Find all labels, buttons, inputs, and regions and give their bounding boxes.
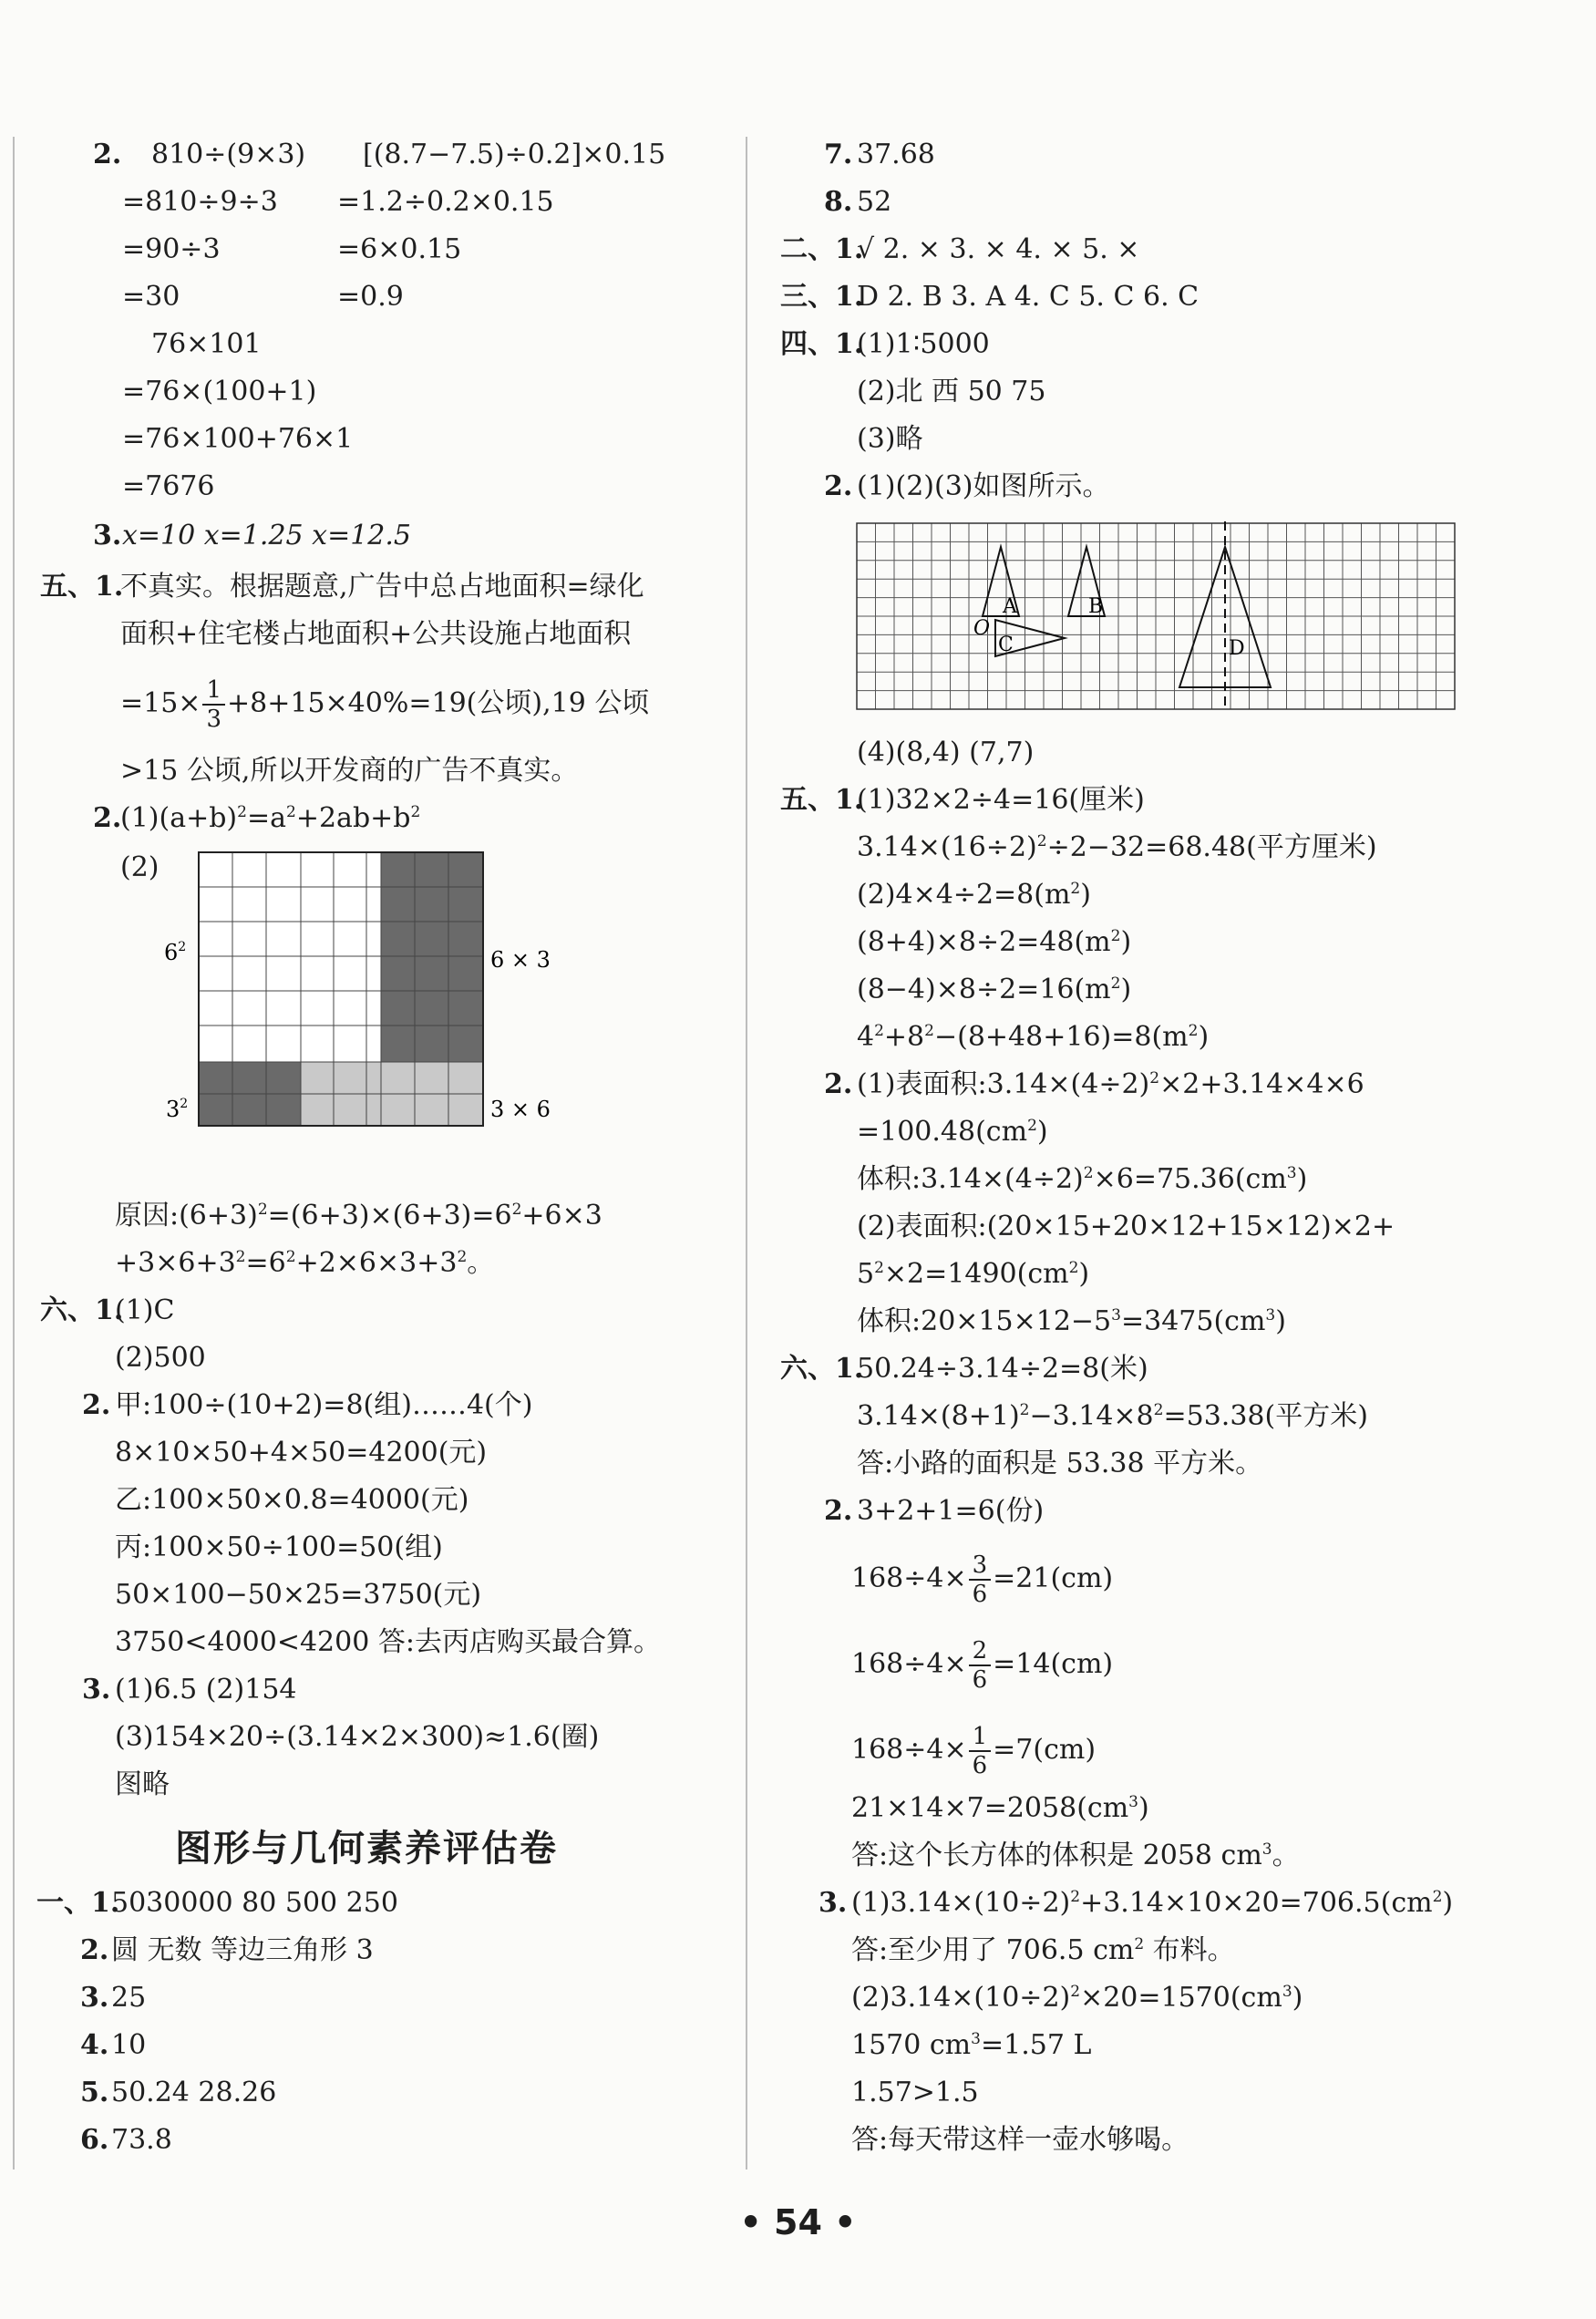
sup: 2 — [286, 803, 296, 821]
sup: 2 — [285, 1248, 296, 1266]
rs5-11c: ) — [1078, 1258, 1090, 1290]
rs6-2a: 3.14×(8+1) — [857, 1400, 1020, 1432]
s4-line-1: (1)1∶5000 — [857, 328, 990, 360]
reason-2b: =6 — [245, 1247, 286, 1279]
sup: 2 — [1036, 832, 1047, 850]
rs5-2b: ÷2−32=68.48(平方厘米) — [1046, 831, 1377, 863]
sup: 2 — [1149, 1069, 1160, 1087]
reason-2a: +3×6+3 — [115, 1247, 236, 1279]
rs5-4a: (8+4)×8÷2=48(m — [857, 926, 1111, 958]
s4-line-2: (2)北 西 50 75 — [857, 376, 1046, 407]
geo-s1-line-3: 25 — [111, 1982, 147, 2014]
geo-s1-line-2: 圆 无数 等边三角形 3 — [111, 1934, 374, 1966]
reason-1a: 原因:(6+3) — [115, 1200, 258, 1232]
calc-a-line-3: =90÷3 — [122, 233, 221, 265]
rs5-6b: +8 — [883, 1021, 925, 1053]
rs6-2c: =53.38(平方米) — [1163, 1400, 1368, 1432]
s5-line-1: 不真实。根据题意,广告中总占地面积=绿化 — [120, 571, 644, 603]
reason-line-1 — [115, 1198, 602, 1234]
label-o: O — [973, 617, 991, 640]
section-3-answers: D 2. B 3. A 4. C 5. C 6. C — [857, 281, 1200, 313]
rs6-line-4: 3+2+1=6(份) — [857, 1495, 1045, 1527]
rs5-3a: (2)4×4÷2=8(m — [857, 879, 1071, 911]
reason-2d: 。 — [467, 1247, 495, 1279]
s5-line-3-b: +8+15×40%=19(公顷),19 公顷 — [227, 687, 650, 719]
rs5-6c: −(8+48+16)=8(m — [933, 1021, 1189, 1053]
rs5-12a: 体积:20×15×12−5 — [857, 1305, 1112, 1337]
label-6-squared — [164, 940, 186, 965]
sup: 2 — [457, 1248, 468, 1266]
figure-label-2: (2) — [120, 851, 160, 883]
rs6-line-8 — [851, 1932, 1235, 1969]
sup: 2 — [235, 1248, 246, 1266]
label-a: A — [1003, 595, 1017, 618]
sup: 2 — [1070, 1888, 1081, 1906]
fc2-den: 6 — [972, 1666, 988, 1694]
rs5-9a: 体积:3.14×(4÷2) — [857, 1163, 1084, 1195]
s6-line-6: 丙:100×50÷100=50(组) — [115, 1531, 443, 1563]
right-section-5-heading: 五、1. — [780, 784, 864, 816]
page-number: • 54 • — [739, 2202, 857, 2242]
square-formula — [120, 800, 420, 837]
label-3-squared-base: 3 — [166, 1097, 180, 1122]
right-section-6-heading: 六、1. — [780, 1353, 864, 1385]
section-2-heading: 二、1. — [780, 233, 864, 265]
sup: 2 — [1019, 1401, 1030, 1419]
s5-line-3 — [120, 676, 649, 733]
rs6-8a: 答:至少用了 706.5 cm — [851, 1934, 1135, 1966]
fc2-num: 2 — [969, 1637, 992, 1666]
left-q2-number: 2. — [93, 139, 122, 170]
geo-s1-line-4: 10 — [111, 2029, 147, 2061]
rs5-5a: (8−4)×8÷2=16(m — [857, 974, 1111, 1005]
label-3-squared — [166, 1097, 188, 1122]
fc1-num: 3 — [969, 1551, 992, 1581]
rs6-7b: +3.14×10×20=706.5(cm — [1080, 1887, 1433, 1919]
rs6-line-9 — [851, 1980, 1303, 2016]
rs6-line-1: 50.24÷3.14÷2=8(米) — [857, 1353, 1148, 1385]
s6-line-7: 50×100−50×25=3750(元) — [115, 1579, 482, 1611]
sup: 2 — [1432, 1888, 1443, 1906]
rs5-9c: ) — [1296, 1163, 1308, 1195]
sup: 3 — [1286, 1164, 1297, 1182]
sup: 2 — [1083, 1164, 1094, 1182]
geo-section-1-heading: 一、1. — [36, 1887, 120, 1919]
reason-1c: +6×3 — [521, 1200, 602, 1232]
q7-answer: 37.68 — [857, 139, 935, 170]
s6-line-2: (2)500 — [115, 1342, 206, 1374]
sup: 2 — [1153, 1401, 1164, 1419]
rs5-6a: 4 — [857, 1021, 875, 1053]
rs5-12b: =3475(cm — [1120, 1305, 1266, 1337]
rs5-line-9 — [857, 1161, 1307, 1198]
rs6-q2-number: 2. — [824, 1495, 853, 1527]
fc1-den: 6 — [972, 1581, 988, 1608]
label-6-squared-exp: 2 — [178, 940, 187, 954]
geo-s1-line-6: 73.8 — [111, 2124, 172, 2156]
geo-s1-line-5: 50.24 28.26 — [111, 2077, 277, 2108]
fc3-num: 1 — [969, 1723, 992, 1752]
rs6-7a: (1)3.14×(10÷2) — [851, 1887, 1071, 1919]
rs5-5b: ) — [1120, 974, 1132, 1005]
fc2-a: 168÷4× — [851, 1648, 967, 1680]
sup: 3 — [1128, 1793, 1138, 1811]
fraction-denominator: 3 — [206, 706, 221, 733]
fc1-a: 168÷4× — [851, 1562, 967, 1594]
s5-line-4: >15 公顷,所以开发商的广告不真实。 — [120, 755, 579, 787]
rs5-line-10: (2)表面积:(20×15+20×12+15×12)×2+ — [857, 1211, 1395, 1242]
rs6-6b: 。 — [1272, 1840, 1300, 1871]
formula-part-a: (1)(a+b) — [120, 802, 238, 834]
label-6x3: 6 × 3 — [490, 947, 551, 973]
geo-s1-line-1: 5030000 80 500 250 — [111, 1887, 398, 1919]
rs5-8b: ) — [1036, 1116, 1048, 1148]
geo-s1-q6-number: 6. — [80, 2124, 109, 2156]
rs6-line-5 — [851, 1790, 1149, 1827]
rs5-7b: ×2+3.14×4×6 — [1159, 1068, 1364, 1100]
s6-line-9: (1)6.5 (2)154 — [115, 1674, 297, 1706]
s4-line-5: (4)(8,4) (7,7) — [857, 737, 1035, 768]
rect-6x3-region — [381, 852, 483, 1062]
reason-1b: =(6+3)×(6+3)=6 — [267, 1200, 512, 1232]
sup: 2 — [410, 803, 421, 821]
sup: 2 — [511, 1201, 522, 1219]
fraction-calc-2 — [851, 1637, 1113, 1694]
rs6-8b: 布料。 — [1144, 1934, 1235, 1966]
calc-c-line-1: 76×101 — [151, 328, 262, 360]
section-2-answers: √ 2. × 3. × 4. × 5. × — [857, 233, 1140, 265]
q8-answer: 52 — [857, 186, 892, 218]
rs6-line-2 — [857, 1398, 1368, 1435]
fraction-2-6 — [969, 1637, 992, 1694]
sup: 2 — [1070, 1983, 1081, 2001]
fraction-calc-1 — [851, 1551, 1113, 1608]
s6-line-5: 乙:100×50×0.8=4000(元) — [115, 1484, 469, 1516]
rs5-line-6 — [857, 1019, 1209, 1056]
s6-line-1: (1)C — [115, 1294, 175, 1326]
sup: 3 — [971, 2030, 981, 2048]
rs6-2b: −3.14×8 — [1029, 1400, 1154, 1432]
rs6-6a: 答:这个长方体的体积是 2058 cm — [851, 1840, 1262, 1871]
sup: 2 — [1134, 1935, 1145, 1953]
fc3-den: 6 — [972, 1752, 988, 1779]
calc-c-line-3: =76×100+76×1 — [122, 423, 354, 455]
sup: 2 — [874, 1022, 884, 1040]
sup: 2 — [1068, 1259, 1079, 1277]
sup: 2 — [237, 803, 247, 821]
s5-q2-number: 2. — [93, 802, 122, 834]
sup: 2 — [1110, 974, 1121, 993]
equation-solutions: x=10 x=1.25 x=12.5 — [122, 520, 412, 551]
s6-q3-number: 3. — [82, 1674, 111, 1706]
sup: 2 — [1070, 880, 1081, 898]
rs5-line-4 — [857, 924, 1131, 961]
s6-line-10: (3)154×20÷(3.14×2×300)≈1.6(圈) — [115, 1721, 600, 1753]
rs5-11b: ×2=1490(cm — [883, 1258, 1069, 1290]
label-3-squared-exp: 2 — [180, 1097, 189, 1111]
rs5-line-8 — [857, 1114, 1048, 1150]
rs5-line-3 — [857, 877, 1091, 913]
s6-line-4: 8×10×50+4×50=4200(元) — [115, 1437, 488, 1469]
s6-q2-number: 2. — [82, 1389, 111, 1421]
section-5-heading: 五、1. — [40, 571, 124, 603]
square-decomposition-figure — [155, 852, 551, 1144]
triangle-grid-figure — [855, 520, 1458, 713]
s4-q2-number: 2. — [824, 470, 853, 502]
rs5-3b: ) — [1080, 879, 1091, 911]
sup: 3 — [1265, 1306, 1276, 1324]
geo-s1-q3-number: 3. — [80, 1982, 109, 2014]
column-divider — [746, 137, 747, 2170]
rs5-12c: ) — [1275, 1305, 1286, 1337]
sup: 3 — [1261, 1840, 1272, 1859]
fraction-numerator: 1 — [202, 676, 225, 706]
fraction-3-6 — [969, 1551, 992, 1608]
rs6-9c: ) — [1292, 1982, 1303, 2014]
sup: 2 — [1188, 1022, 1199, 1040]
rs6-q3-number: 3. — [819, 1887, 848, 1919]
s4-line-4: (1)(2)(3)如图所示。 — [857, 470, 1110, 502]
rs5-line-7 — [857, 1067, 1364, 1103]
rs5-line-11 — [857, 1256, 1089, 1293]
rs6-line-7 — [851, 1885, 1453, 1922]
geo-s1-q4-number: 4. — [80, 2029, 109, 2061]
sup: 2 — [257, 1201, 268, 1219]
section-6-heading: 六、1. — [40, 1294, 124, 1326]
left-q3-number: 3. — [93, 520, 122, 551]
s6-line-3: 甲:100÷(10+2)=8(组)……4(个) — [115, 1389, 533, 1421]
formula-part-b: =a — [246, 802, 286, 834]
calc-b-line-4: =0.9 — [337, 281, 404, 313]
label-3x6: 3 × 6 — [490, 1097, 551, 1122]
rs5-6d: ) — [1198, 1021, 1210, 1053]
rs5-8a: =100.48(cm — [857, 1116, 1028, 1148]
sup: 2 — [1110, 927, 1121, 945]
geo-s1-q2-number: 2. — [80, 1934, 109, 1966]
s6-line-8: 3750<4000<4200 答:去丙店购买最合算。 — [115, 1626, 661, 1658]
rs5-7a: (1)表面积:3.14×(4÷2) — [857, 1068, 1150, 1100]
rs5-line-2 — [857, 830, 1377, 866]
s4-line-3: (3)略 — [857, 423, 923, 455]
fc2-b: =14(cm) — [993, 1648, 1114, 1680]
rs6-9b: ×20=1570(cm — [1080, 1982, 1282, 2014]
calc-a-line-1: 810÷(9×3) — [151, 139, 306, 170]
rs5-9b: ×6=75.36(cm — [1093, 1163, 1287, 1195]
sup: 2 — [924, 1022, 934, 1040]
square-6-region — [199, 852, 381, 1062]
calc-c-line-2: =76×(100+1) — [122, 376, 317, 407]
s6-line-11: 图略 — [115, 1768, 170, 1800]
rs5-line-5 — [857, 972, 1131, 1008]
fc3-b: =7(cm) — [993, 1734, 1097, 1766]
rs6-line-12: 答:每天带这样一壶水够喝。 — [851, 2124, 1189, 2156]
rs5-11a: 5 — [857, 1258, 875, 1290]
reason-2c: +2×6×3+3 — [295, 1247, 458, 1279]
rs5-4b: ) — [1120, 926, 1132, 958]
s5-line-3-a: =15× — [120, 687, 201, 719]
rs5-q2-number: 2. — [824, 1068, 853, 1100]
calc-a-line-4: =30 — [122, 281, 180, 313]
section-3-heading: 三、1. — [780, 281, 864, 313]
fraction-one-third — [202, 676, 225, 733]
left-margin-rule — [13, 137, 15, 2170]
calc-b-line-3: =6×0.15 — [337, 233, 462, 265]
assessment-title: 图形与几何素养评估卷 — [175, 1828, 558, 1870]
label-c: C — [998, 634, 1014, 656]
rs6-line-10 — [851, 2027, 1091, 2064]
formula-part-c: +2ab+b — [295, 802, 411, 834]
rs6-line-3: 答:小路的面积是 53.38 平方米。 — [857, 1448, 1263, 1479]
rs6-5b: ) — [1138, 1792, 1149, 1824]
grid-lines — [857, 523, 1455, 709]
fc3-a: 168÷4× — [851, 1734, 967, 1766]
rs5-line-1: (1)32×2÷4=16(厘米) — [857, 784, 1145, 816]
rs6-line-6 — [851, 1838, 1300, 1874]
label-d: D — [1229, 637, 1245, 660]
rs6-5a: 21×14×7=2058(cm — [851, 1792, 1129, 1824]
reason-line-2 — [115, 1245, 494, 1282]
sup: 3 — [1111, 1306, 1121, 1324]
fc1-b: =21(cm) — [993, 1562, 1114, 1594]
q7-number: 7. — [824, 139, 853, 170]
rs6-7c: ) — [1442, 1887, 1454, 1919]
rs6-9a: (2)3.14×(10÷2) — [851, 1982, 1071, 2014]
s5-line-2: 面积+住宅楼占地面积+公共设施占地面积 — [120, 618, 632, 650]
sup: 3 — [1282, 1983, 1292, 2001]
fraction-calc-3 — [851, 1723, 1096, 1779]
rs6-line-11: 1.57>1.5 — [851, 2077, 979, 2108]
section-4-heading: 四、1. — [780, 328, 864, 360]
sup: 2 — [874, 1259, 884, 1277]
rs5-2a: 3.14×(16÷2) — [857, 831, 1037, 863]
label-b: B — [1088, 595, 1104, 618]
q8-number: 8. — [824, 186, 853, 218]
calc-a-line-2: =810÷9÷3 — [122, 186, 278, 218]
calc-b-line-1: [(8.7−7.5)÷0.2]×0.15 — [363, 139, 666, 170]
rs6-10b: =1.57 L — [980, 2029, 1092, 2061]
fraction-1-6 — [969, 1723, 992, 1779]
sup: 2 — [1027, 1117, 1037, 1135]
geo-s1-q5-number: 5. — [80, 2077, 109, 2108]
calc-c-line-4: =7676 — [122, 470, 215, 502]
rs5-line-12 — [857, 1304, 1286, 1340]
calc-b-line-2: =1.2÷0.2×0.15 — [337, 186, 554, 218]
rs6-10a: 1570 cm — [851, 2029, 972, 2061]
label-6-squared-base: 6 — [164, 940, 179, 965]
